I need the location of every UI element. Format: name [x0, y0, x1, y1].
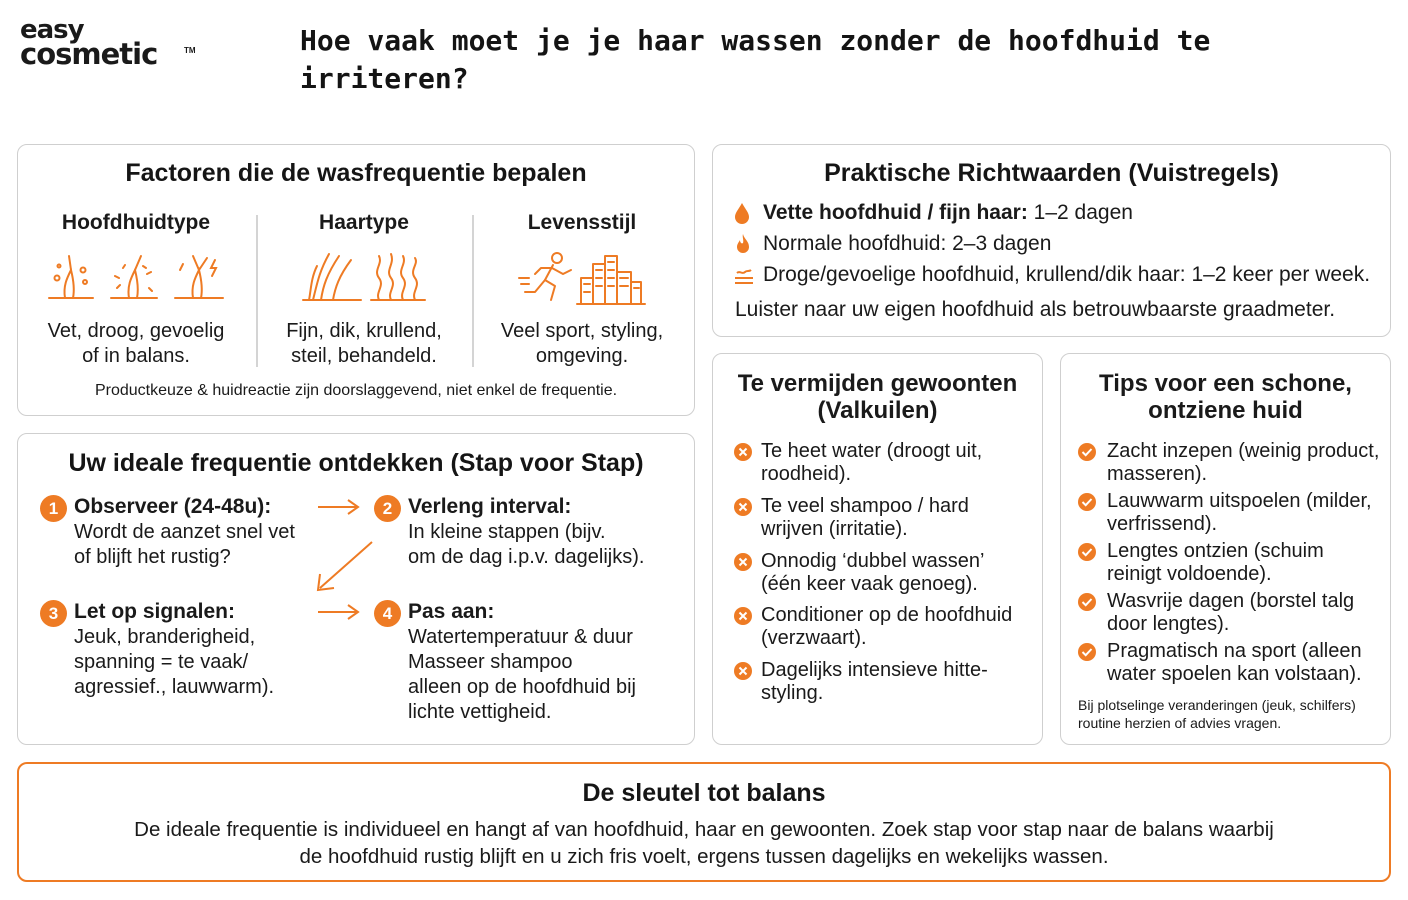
step-line: In kleine stappen (bijv.	[408, 521, 606, 543]
steps-title: Uw ideale frequentie ontdekken (Stap voor Stap)	[68, 449, 644, 477]
flame-icon	[733, 233, 763, 255]
tip-item	[1077, 490, 1387, 536]
rule-normal	[733, 230, 1051, 258]
pitfall-line: roodheid).	[761, 463, 852, 485]
pitfall-line: (één keer vaak genoeg).	[761, 573, 978, 595]
step-3	[40, 599, 330, 700]
step-title: Observeer (24-48u):	[74, 495, 272, 518]
tip-line: Lengtes ontzien (schuim	[1107, 540, 1324, 562]
factor-text-line: omgeving.	[535, 345, 629, 367]
dry-skin-icon	[733, 265, 763, 285]
pitfall-item	[733, 659, 1033, 705]
step-line: of blijft het rustig?	[74, 546, 231, 568]
brand-logo-line1: easy	[20, 15, 84, 45]
factor-text-line: steil, behandeld.	[291, 345, 437, 367]
factor-title: Haartype	[319, 211, 409, 234]
check-circle-icon	[1077, 642, 1097, 662]
factor-text-line: Vet, droog, gevoelig	[47, 320, 225, 342]
rule-oily	[733, 199, 1133, 227]
tip-line: door lengtes).	[1107, 613, 1230, 635]
tip-line: Pragmatisch na sport (alleen	[1107, 640, 1362, 662]
cross-circle-icon	[733, 497, 753, 517]
tip-line: reinigt voldoende).	[1107, 563, 1272, 585]
arrow-right-icon	[316, 603, 362, 621]
oil-drop-icon	[733, 202, 763, 224]
tip-line: verfrissend).	[1107, 513, 1218, 535]
pitfall-line: Te veel shampoo / hard	[761, 495, 969, 517]
step-4	[374, 599, 690, 725]
factor-title: Levensstijl	[527, 211, 637, 234]
pitfall-item	[733, 550, 1033, 596]
brand-logo	[20, 15, 196, 72]
rule-text: Droge/gevoelige hoofdhuid, krullend/dik haar: 1–2 keer per week.	[763, 263, 1371, 286]
hair-strands-icon	[256, 243, 472, 313]
cross-circle-icon	[733, 606, 753, 626]
tip-line: Wasvrije dagen (borstel talg	[1107, 590, 1355, 612]
rule-dry	[733, 261, 1370, 289]
factor-text-line: Veel sport, styling,	[500, 320, 664, 342]
step-line: Masseer shampoo	[408, 651, 573, 673]
cross-circle-icon	[733, 442, 753, 462]
tips-title-line: Tips voor een schone,	[1099, 370, 1352, 397]
factor-lifestyle	[474, 211, 690, 369]
step-1	[40, 494, 330, 570]
key-text	[49, 816, 1359, 870]
check-circle-icon	[1077, 442, 1097, 462]
factor-text-line: of in balans.	[82, 345, 190, 367]
tip-line: Zacht inzepen (weinig product,	[1107, 440, 1380, 462]
step-title: Verleng interval:	[408, 495, 572, 518]
factor-title: Hoofdhuidtype	[61, 211, 211, 234]
tips-note-line: Bij plotselinge veranderingen (jeuk, schilfers)	[1078, 697, 1356, 713]
pitfall-line: Dagelijks intensieve hitte-	[761, 659, 988, 681]
arrow-down-left-icon	[314, 538, 376, 592]
key-card	[17, 762, 1391, 882]
tips-title	[1061, 370, 1390, 424]
step-title: Let op signalen:	[74, 600, 236, 623]
tips-title-line: ontziene huid	[1148, 397, 1303, 424]
step-line: Wordt de aanzet snel vet	[74, 521, 295, 543]
pitfall-line: Onnodig ‘dubbel wassen’	[761, 550, 985, 572]
tip-line: water spoelen kan volstaan).	[1107, 663, 1362, 685]
rules-note: Luister naar uw eigen hoofdhuid als betrouwbaarste graadmeter.	[735, 298, 1336, 321]
step-line: agressief., lauwwarm).	[74, 676, 275, 698]
key-title: De sleutel tot balans	[582, 779, 826, 807]
pitfalls-card	[712, 353, 1043, 745]
tip-line: masseren).	[1107, 463, 1208, 485]
check-circle-icon	[1077, 592, 1097, 612]
tips-note-line: routine herzien of advies vragen.	[1078, 715, 1282, 731]
check-circle-icon	[1077, 492, 1097, 512]
pitfalls-title-line: (Valkuilen)	[817, 397, 938, 424]
pitfall-line: styling.	[761, 682, 824, 704]
step-title: Pas aan:	[408, 600, 495, 623]
pitfall-line: Conditioner op de hoofdhuid	[761, 604, 1013, 626]
key-text-line: de hoofdhuid rustig blijft en u zich fris voelt, ergens tussen dagelijks en wekelijks wassen.	[299, 845, 1109, 868]
rule-bold: Vette hoofdhuid / fijn haar:	[763, 201, 1028, 224]
rules-title: Praktische Richtwaarden (Vuistregels)	[824, 159, 1279, 187]
step-number-badge: 3	[40, 600, 67, 627]
brand-logo-line2: cosmetic	[20, 37, 158, 71]
step-line: lichte vettigheid.	[408, 701, 552, 723]
rule-value: 1–2 dagen	[1027, 201, 1133, 224]
factor-hair-type	[256, 211, 472, 369]
step-2	[374, 494, 690, 570]
rule-text	[763, 201, 1133, 225]
tip-line: Lauwwarm uitspoelen (milder,	[1107, 490, 1372, 512]
cross-circle-icon	[733, 552, 753, 572]
step-line: om de dag i.p.v. dagelijks).	[408, 546, 645, 568]
step-number-badge: 4	[374, 600, 401, 627]
cross-circle-icon	[733, 661, 753, 681]
key-text-line: De ideale frequentie is individueel en hangt af van hoofdhuid, haar en gewoonten. Zoek stap voor stap naar de balans waarbij	[134, 818, 1274, 841]
pitfall-item	[733, 495, 1033, 541]
pitfall-line: Te heet water (droogt uit,	[761, 440, 983, 462]
factor-text	[474, 319, 690, 369]
pitfall-line: (verzwaart).	[761, 627, 867, 649]
tip-item	[1077, 590, 1387, 636]
step-number-badge: 2	[374, 495, 401, 522]
pitfall-line: wrijven (irritatie).	[761, 518, 908, 540]
tip-item	[1077, 440, 1387, 486]
step-line: Watertemperatuur & duur	[408, 626, 633, 648]
tips-card	[1060, 353, 1391, 745]
pitfall-item	[733, 604, 1033, 650]
page-title: Hoe vaak moet je je haar wassen zonder de hoofdhuid te irriteren?	[300, 24, 1211, 95]
factor-text	[256, 319, 472, 369]
tip-item	[1077, 640, 1387, 686]
hair-follicle-icon	[28, 243, 244, 313]
tip-item	[1077, 540, 1387, 586]
factor-scalp-type	[28, 211, 244, 369]
step-line: Jeuk, branderigheid,	[74, 626, 256, 648]
pitfall-item	[733, 440, 1033, 486]
rule-text: Normale hoofdhuid: 2–3 dagen	[763, 232, 1052, 255]
brand-trademark: TM	[184, 46, 196, 55]
tips-note	[1078, 696, 1386, 732]
pitfalls-title-line: Te vermijden gewoonten	[737, 370, 1018, 397]
step-number-badge: 1	[40, 495, 67, 522]
step-line: spanning = te vaak/	[74, 651, 249, 673]
arrow-right-icon	[316, 498, 362, 516]
rules-card	[712, 144, 1391, 337]
step-line: alleen op de hoofdhuid bij	[408, 676, 636, 698]
factors-card	[17, 144, 695, 416]
factors-note: Productkeuze & huidreactie zijn doorslaggevend, niet enkel de frequentie.	[94, 382, 618, 399]
factor-text	[28, 319, 244, 369]
factors-title: Factoren die de wasfrequentie bepalen	[125, 159, 587, 187]
check-circle-icon	[1077, 542, 1097, 562]
runner-city-icon	[474, 243, 690, 313]
factor-text-line: Fijn, dik, krullend,	[286, 320, 442, 342]
pitfalls-title	[713, 370, 1042, 424]
steps-card	[17, 433, 695, 745]
